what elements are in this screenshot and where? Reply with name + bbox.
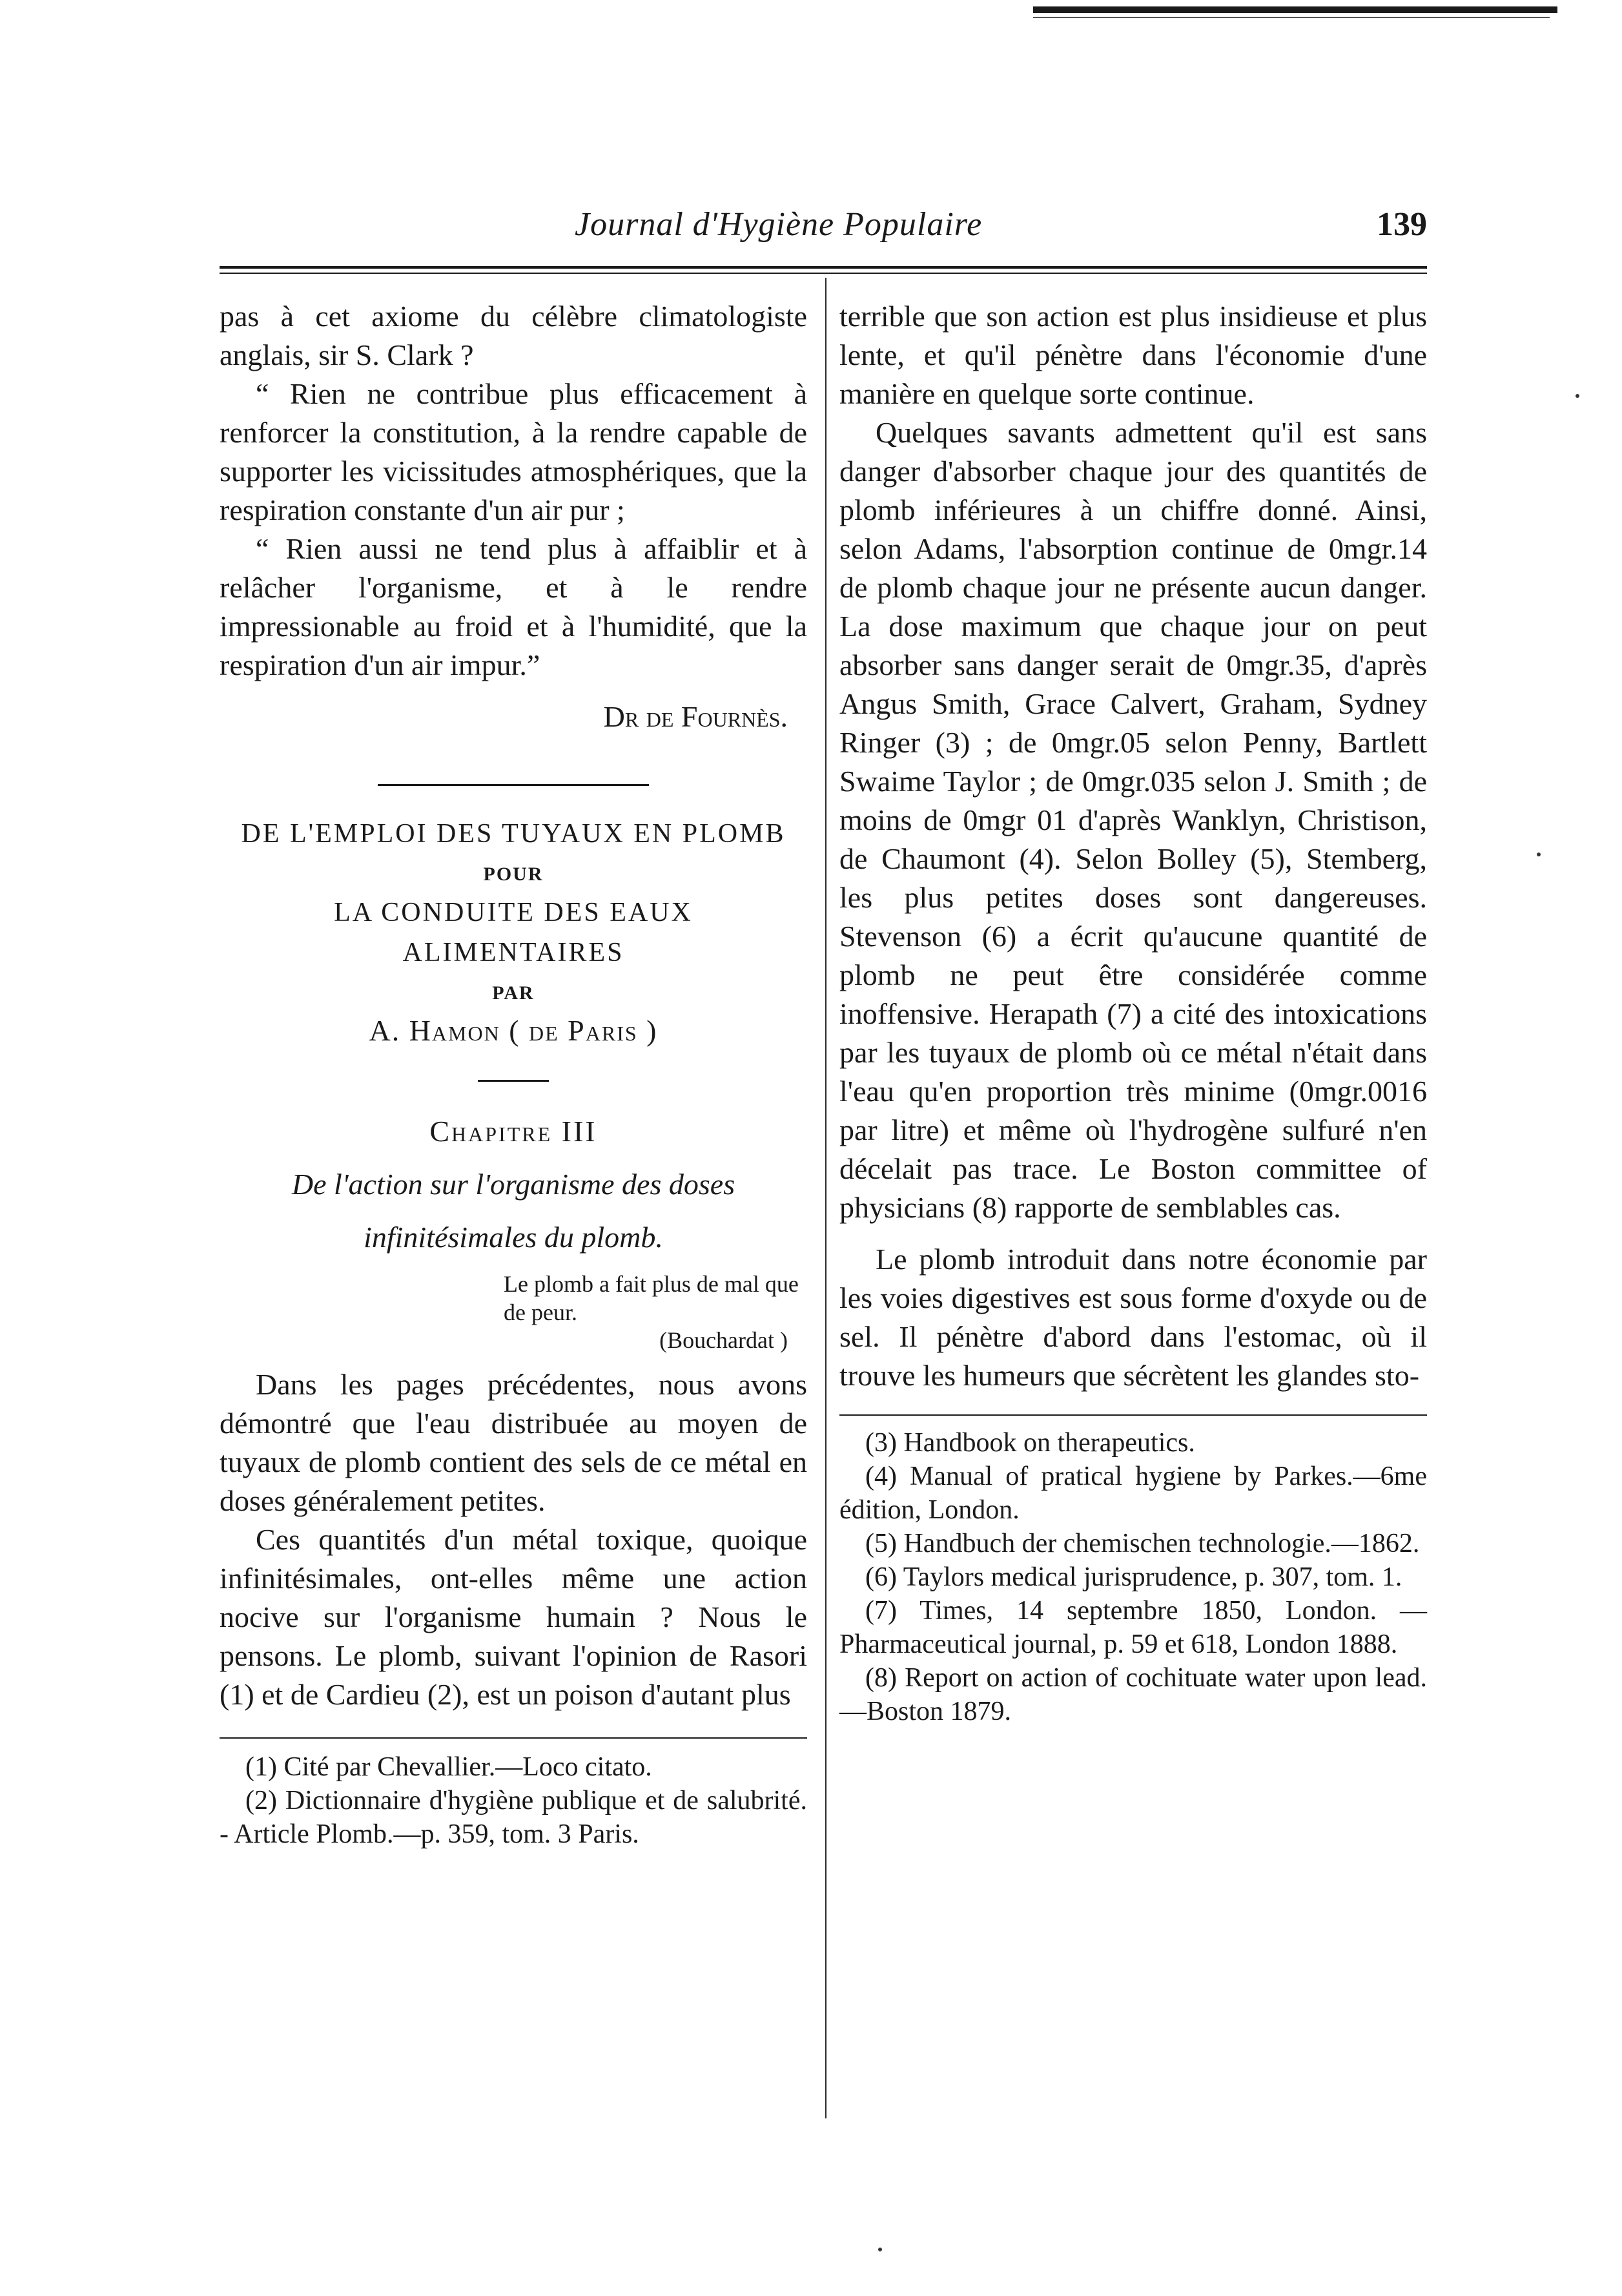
header-rule-thick (220, 266, 1427, 269)
top-edge-rule (1033, 6, 1557, 13)
chapter-heading: Chapitre III (429, 1115, 597, 1148)
article-author: A. Hamon ( de Paris ) (369, 1014, 658, 1047)
print-speck (1537, 853, 1541, 856)
quote-paragraph-1: “ Rien ne contribue plus efficacement à renforcer la constitution, à la rendre capable de supporter les vicissitudes atmosphériques, que la respiration constante d'un air pur ; (220, 377, 807, 526)
print-speck (878, 2248, 882, 2251)
column-divider (825, 278, 826, 2118)
article-title-par: PAR (492, 982, 535, 1004)
chapter-subtitle-line2: infinitésimales du plomb. (364, 1221, 663, 1254)
article-title-line2: LA CONDUITE DES EAUX (334, 898, 693, 927)
footnote: (1) Cité par Chevallier.—Loco citato. (245, 1752, 652, 1782)
body-paragraph-continued: terrible que son action est plus insidieuse et plus lente, et qu'il pénètre dans l'économie d'une manière en quelque sorte continue. (839, 300, 1427, 410)
print-speck (1576, 394, 1579, 398)
article-title-pour: POUR (483, 864, 544, 885)
body-paragraph-2: Ces quantités d'un métal toxique, quoique infinitésimales, ont-elles même une action nocive sur l'organisme humain ? Nous le pensons. Le plomb, suivant l'opinion de Rasori (1) et de Cardieu (2), est un poison d'autant plus (220, 1523, 807, 1711)
top-edge-rule-thin (1033, 17, 1550, 18)
header-rule-thin (220, 273, 1427, 274)
left-column (220, 297, 807, 1851)
signature: Dr de Fournès. (603, 700, 788, 733)
footnote: (7) Times, 14 septembre 1850, London. —Pharmaceutical journal, p. 59 et 618, London 1888. (839, 1596, 1427, 1659)
footnote: (5) Handbuch der chemischen technologie.—1862. (865, 1529, 1420, 1558)
article-title-line3: ALIMENTAIRES (402, 938, 624, 967)
footnote: (4) Manual of pratical hygiene by Parkes.—6me édition, London. (839, 1462, 1427, 1525)
article-title-line1: DE L'EMPLOI DES TUYAUX EN PLOMB (241, 819, 786, 849)
running-header (213, 205, 1427, 257)
epigraph-source: (Bouchardat ) (659, 1327, 788, 1353)
body-paragraph-4: Le plomb introduit dans notre économie par les voies digestives est sous forme d'oxyde ou de sel. Il pénètre d'abord dans l'estomac, où il trouve les humeurs que sécrètent les glandes sto- (839, 1243, 1427, 1392)
page-number: 139 (1377, 206, 1427, 243)
intro-paragraph: pas à cet axiome du célèbre climatologiste anglais, sir S. Clark ? (220, 300, 807, 371)
journal-title: Journal d'Hygiène Populaire (575, 206, 983, 243)
body-paragraph-3: Quelques savants admettent qu'il est sans danger d'absorber chaque jour des quantités de plomb inférieures à un chiffre donné. Ainsi, selon Adams, l'absorption continue de 0mgr.14 de plomb chaque jour ne présente aucun danger. La dose maximum que chaque jour on peut absorber sans danger serait de 0mgr.35, d'après Angus Smith, Grace Calvert, Graham, Sydney Ringer (3) ; de 0mgr.05 selon Penny, Bartlett Swaime Taylor ; de 0mgr.035 selon J. Smith ; de moins de 0mgr 01 d'après Wanklyn, Christison, de Chaumont (4). Selon Bolley (5), Stemberg, les plus petites doses sont dangereuses. Stevenson (6) a écrit qu'aucune quantité de plomb ne peut être considérée comme inoffensive. Herapath (7) a cité des intoxications par les tuyaux de plomb où ce métal n'était dans l'eau qu'en proportion très minime (0mgr.0016 par litre) et même où l'hydrogène sulfuré n'en décelait pas trace. Le Boston committee of physicians (8) rapporte de semblables cas. (839, 416, 1427, 1224)
quote-paragraph-2: “ Rien aussi ne tend plus à affaiblir et à relâcher l'organisme, et à le rendre impressionable au froid et à l'humidité, que la respiration d'un air impur.” (220, 532, 807, 681)
right-column (839, 297, 1427, 1728)
footnote: (6) Taylors medical jurisprudence, p. 307, tom. 1. (865, 1562, 1402, 1592)
body-paragraph-1: Dans les pages précédentes, nous avons démontré que l'eau distribuée au moyen de tuyaux de plomb contient des sels de ce métal en doses généralement petites. (220, 1368, 807, 1517)
footnote: (8) Report on action of cochituate water upon lead.—Boston 1879. (839, 1663, 1427, 1726)
footnote: (2) Dictionnaire d'hygiène publique et de salubrité. - Article Plomb.—p. 359, tom. 3 Paris. (220, 1786, 807, 1849)
footnote: (3) Handbook on therapeutics. (865, 1428, 1195, 1458)
epigraph: Le plomb a fait plus de mal que de peur. (504, 1271, 799, 1325)
chapter-subtitle-line1: De l'action sur l'organisme des doses (291, 1168, 735, 1201)
